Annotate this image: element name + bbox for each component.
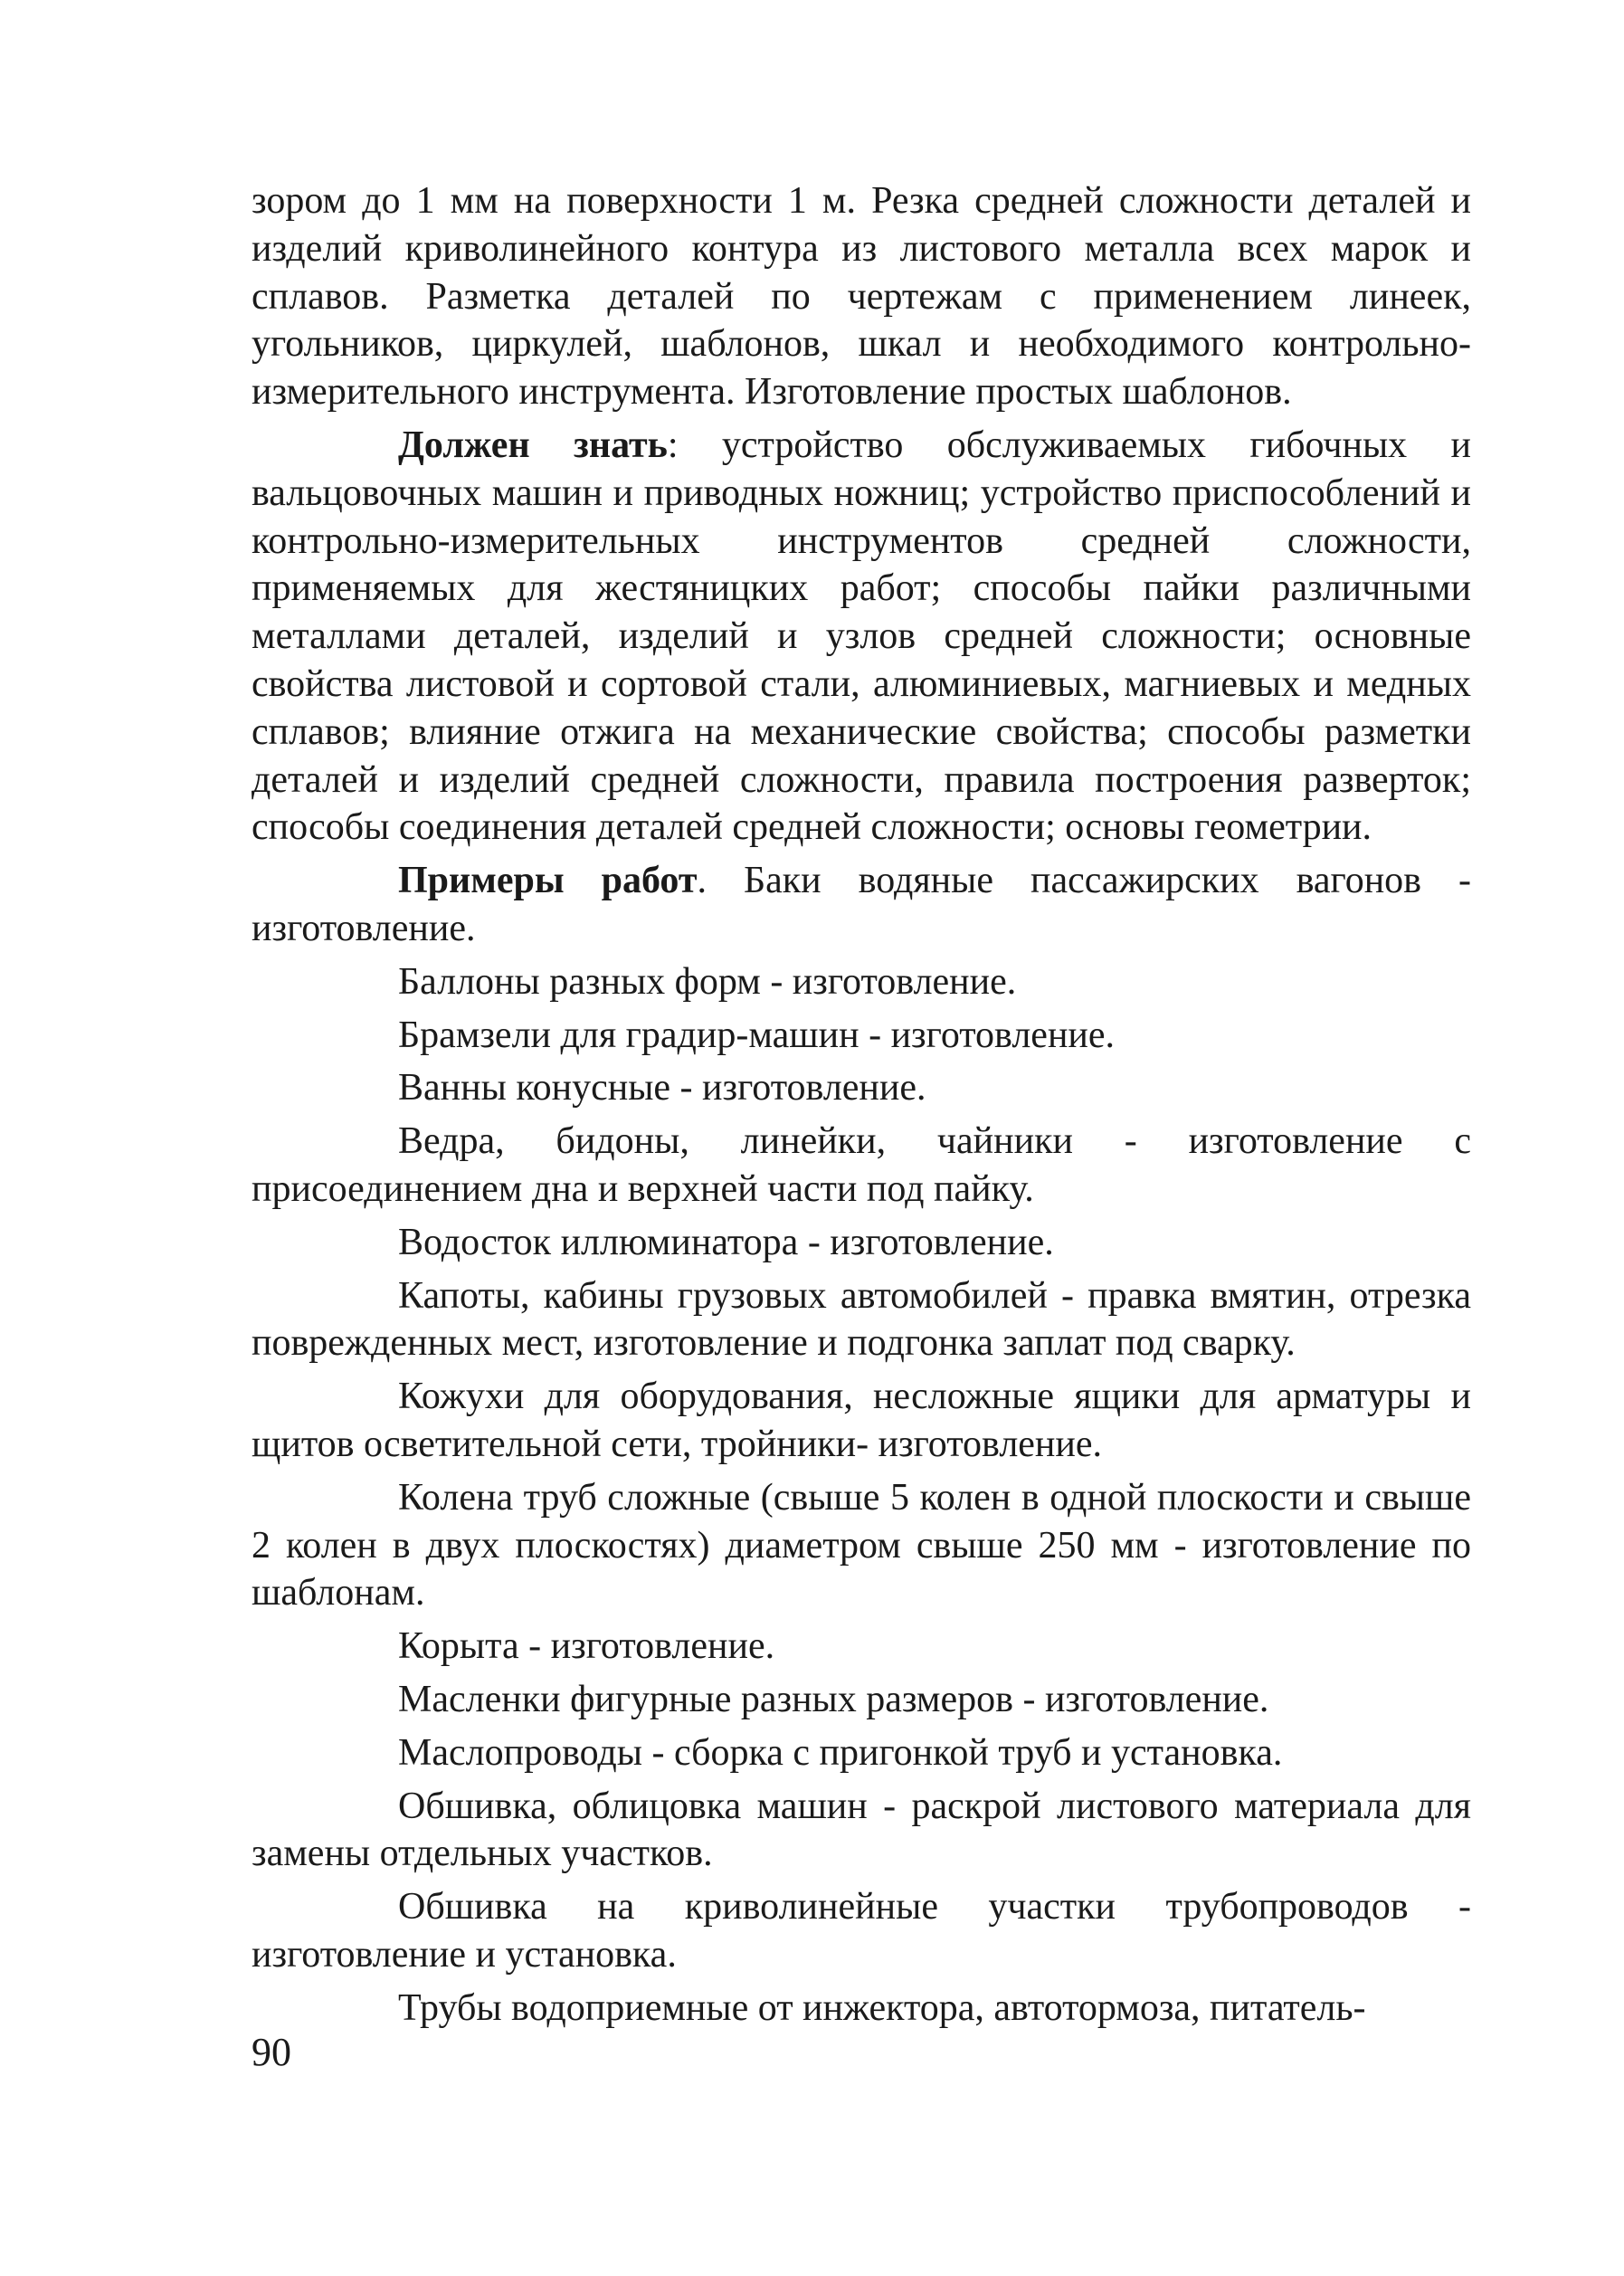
paragraph-text: . Баки водяные пассажирских вагонов - изготовление. xyxy=(252,860,1471,949)
page-body xyxy=(252,177,1471,2037)
list-item xyxy=(252,1373,1471,1469)
paragraph-text: Масленки фигурные разных размеров - изготовление. xyxy=(398,1678,1269,1720)
list-item xyxy=(252,1623,1471,1671)
paragraph-lead: Примеры работ xyxy=(398,860,698,902)
paragraph-text: Маслопроводы - сборка с пригонкой труб и установка. xyxy=(398,1731,1283,1774)
paragraph-text: Кожухи для оборудования, несложные ящики для арматуры и щитов осветительной сети, тройники- изготовление. xyxy=(252,1376,1471,1465)
paragraph-text: Трубы водоприемные от инжектора, автотормоза, питатель- xyxy=(398,1986,1366,2029)
paragraph-text: Водосток иллюминатора - изготовление. xyxy=(398,1221,1054,1263)
list-item xyxy=(252,958,1471,1006)
list-item xyxy=(252,1883,1471,1979)
paragraph-text: Капоты, кабины грузовых автомобилей - правка вмятин, отрезка поврежденных мест, изготовление и подгонка заплат под сварку. xyxy=(252,1274,1471,1365)
paragraph-text: : устройство обслуживаемых гибочных и вальцовочных машин и приводных ножниц; устройство приспособлений и контрольно-измерительных инструментов средней сложности, применяемых для жестяницких работ; способы пайки различными металлами деталей, изделий и узлов средней сложности; основные свойства листовой и сортовой стали, алюминиевых, магниевых и медных сплавов; влияние отжига на механические свойства; способы разметки деталей и изделий средней сложности, правила построения разверток; способы соединения деталей средней сложности; основы геометрии. xyxy=(252,424,1471,849)
paragraph-work-examples xyxy=(252,857,1471,953)
list-item xyxy=(252,1219,1471,1267)
paragraph-text: Баллоны разных форм - изготовление. xyxy=(398,960,1017,1003)
list-item xyxy=(252,1064,1471,1112)
list-item xyxy=(252,1676,1471,1724)
paragraph-lead: Должен знать xyxy=(398,424,668,466)
paragraph-text: Ведра, бидоны, линейки, чайники - изготовление с присоединением дна и верхней части под пайку. xyxy=(252,1120,1471,1210)
page-number: 90 xyxy=(252,2030,291,2074)
paragraph-text: Обшивка на криволинейные участки трубопроводов - изготовление и установка. xyxy=(252,1886,1471,1976)
paragraph-continuation xyxy=(252,177,1471,416)
list-item xyxy=(252,1272,1471,1368)
list-item xyxy=(252,1118,1471,1214)
list-item xyxy=(252,1783,1471,1879)
paragraph-text: Брамзели для градир-машин - изготовление. xyxy=(398,1014,1116,1056)
list-item xyxy=(252,1012,1471,1060)
paragraph-text: зором до 1 мм на поверхности 1 м. Резка средней сложности деталей и изделий криволинейного контура из листового металла всех марок и сплавов. Разметка деталей по чертежам с применением линеек, угольников, циркулей, шаблонов, шкал и необходимого контрольно-измерительного инструмента. Изготовление простых шаблонов. xyxy=(252,180,1471,414)
list-item xyxy=(252,1474,1471,1617)
paragraph-text: Ванны конусные - изготовление. xyxy=(398,1067,926,1109)
paragraph-text: Обшивка, облицовка машин - раскрой листового материала для замены отдельных участков. xyxy=(252,1785,1471,1875)
paragraph-text: Корыта - изготовление. xyxy=(398,1625,775,1668)
paragraph-must-know xyxy=(252,422,1471,852)
paragraph-text: Колена труб сложные (свыше 5 колен в одной плоскости и свыше 2 колен в двух плоскостях) диаметром свыше 250 мм - изготовление по шаблонам. xyxy=(252,1476,1471,1614)
list-item xyxy=(252,1729,1471,1777)
list-item xyxy=(252,1985,1471,2033)
